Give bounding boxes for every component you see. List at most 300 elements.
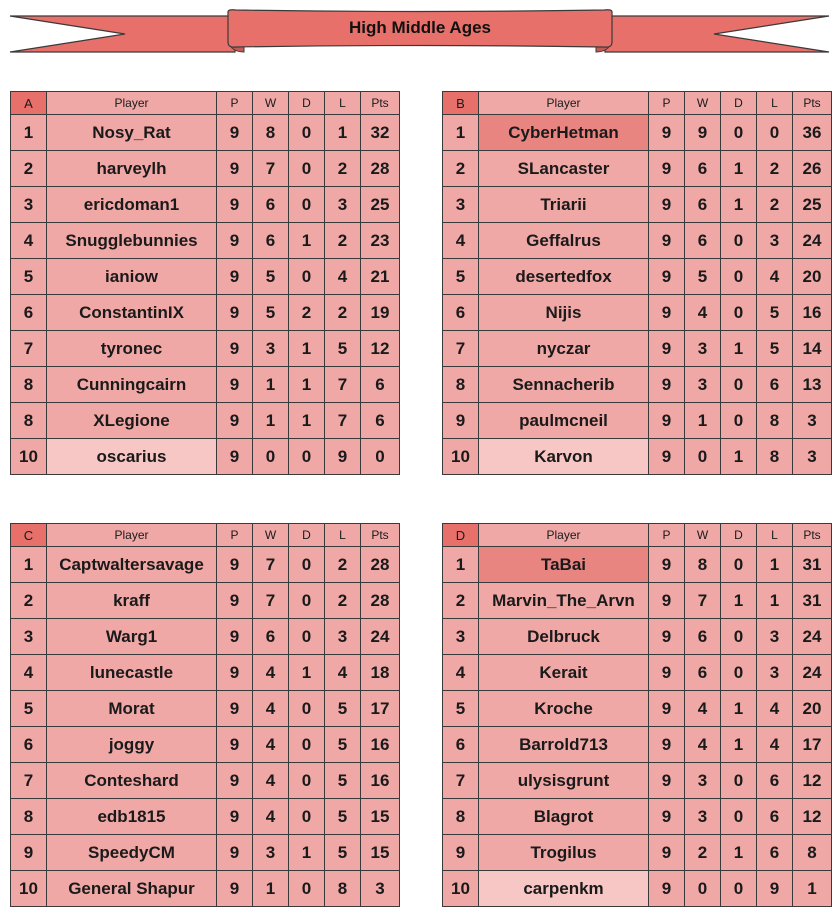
drawn-cell: 0 bbox=[289, 439, 325, 475]
player-name-cell: Geffalrus bbox=[479, 223, 649, 259]
lost-cell: 2 bbox=[325, 583, 361, 619]
points-cell: 12 bbox=[793, 799, 832, 835]
points-cell: 8 bbox=[793, 835, 832, 871]
table-row bbox=[11, 871, 400, 907]
table-row bbox=[11, 727, 400, 763]
points-cell: 3 bbox=[361, 871, 400, 907]
header-won: W bbox=[685, 524, 721, 547]
won-cell: 0 bbox=[685, 439, 721, 475]
group-letter: B bbox=[443, 92, 479, 115]
header-won: W bbox=[685, 92, 721, 115]
table-row bbox=[11, 331, 400, 367]
player-name-cell: Conteshard bbox=[47, 763, 217, 799]
table-header-row bbox=[443, 524, 832, 547]
played-cell: 9 bbox=[649, 187, 685, 223]
played-cell: 9 bbox=[217, 439, 253, 475]
played-cell: 9 bbox=[217, 259, 253, 295]
won-cell: 2 bbox=[685, 835, 721, 871]
position-cell: 2 bbox=[443, 151, 479, 187]
lost-cell: 2 bbox=[757, 187, 793, 223]
drawn-cell: 0 bbox=[721, 871, 757, 907]
played-cell: 9 bbox=[217, 655, 253, 691]
played-cell: 9 bbox=[217, 583, 253, 619]
player-name-cell: oscarius bbox=[47, 439, 217, 475]
lost-cell: 2 bbox=[325, 547, 361, 583]
table-row bbox=[443, 223, 832, 259]
drawn-cell: 1 bbox=[289, 367, 325, 403]
points-cell: 28 bbox=[361, 151, 400, 187]
table-row bbox=[11, 187, 400, 223]
table-row bbox=[443, 331, 832, 367]
played-cell: 9 bbox=[649, 403, 685, 439]
lost-cell: 9 bbox=[757, 871, 793, 907]
points-cell: 3 bbox=[793, 403, 832, 439]
group-d-table bbox=[442, 523, 832, 907]
position-cell: 6 bbox=[11, 295, 47, 331]
table-row bbox=[11, 691, 400, 727]
position-cell: 9 bbox=[443, 835, 479, 871]
player-name-cell: carpenkm bbox=[479, 871, 649, 907]
points-cell: 16 bbox=[793, 295, 832, 331]
played-cell: 9 bbox=[649, 583, 685, 619]
points-cell: 12 bbox=[793, 763, 832, 799]
table-row bbox=[443, 799, 832, 835]
lost-cell: 2 bbox=[325, 223, 361, 259]
points-cell: 15 bbox=[361, 799, 400, 835]
points-cell: 6 bbox=[361, 403, 400, 439]
won-cell: 1 bbox=[685, 403, 721, 439]
table-row bbox=[11, 367, 400, 403]
drawn-cell: 0 bbox=[721, 763, 757, 799]
table-row bbox=[11, 223, 400, 259]
player-name-cell: General Shapur bbox=[47, 871, 217, 907]
points-cell: 36 bbox=[793, 115, 832, 151]
header-points: Pts bbox=[793, 524, 832, 547]
points-cell: 28 bbox=[361, 547, 400, 583]
drawn-cell: 0 bbox=[289, 583, 325, 619]
lost-cell: 6 bbox=[757, 799, 793, 835]
player-name-cell: TaBai bbox=[479, 547, 649, 583]
won-cell: 4 bbox=[685, 727, 721, 763]
played-cell: 9 bbox=[649, 115, 685, 151]
position-cell: 1 bbox=[443, 547, 479, 583]
drawn-cell: 0 bbox=[289, 799, 325, 835]
drawn-cell: 0 bbox=[289, 727, 325, 763]
table-row bbox=[443, 439, 832, 475]
points-cell: 24 bbox=[793, 223, 832, 259]
played-cell: 9 bbox=[217, 331, 253, 367]
header-drawn: D bbox=[289, 92, 325, 115]
table-row bbox=[11, 799, 400, 835]
lost-cell: 0 bbox=[757, 115, 793, 151]
header-played: P bbox=[217, 524, 253, 547]
header-lost: L bbox=[757, 92, 793, 115]
position-cell: 2 bbox=[11, 151, 47, 187]
player-name-cell: Blagrot bbox=[479, 799, 649, 835]
header-lost: L bbox=[325, 92, 361, 115]
lost-cell: 4 bbox=[325, 259, 361, 295]
table-row bbox=[443, 727, 832, 763]
won-cell: 3 bbox=[253, 331, 289, 367]
header-player: Player bbox=[479, 524, 649, 547]
points-cell: 14 bbox=[793, 331, 832, 367]
player-name-cell: CyberHetman bbox=[479, 115, 649, 151]
played-cell: 9 bbox=[649, 295, 685, 331]
points-cell: 17 bbox=[361, 691, 400, 727]
played-cell: 9 bbox=[649, 367, 685, 403]
won-cell: 6 bbox=[685, 655, 721, 691]
position-cell: 7 bbox=[11, 331, 47, 367]
played-cell: 9 bbox=[649, 871, 685, 907]
table-row bbox=[11, 439, 400, 475]
header-points: Pts bbox=[793, 92, 832, 115]
drawn-cell: 1 bbox=[289, 655, 325, 691]
drawn-cell: 0 bbox=[289, 115, 325, 151]
drawn-cell: 1 bbox=[721, 583, 757, 619]
played-cell: 9 bbox=[649, 547, 685, 583]
played-cell: 9 bbox=[649, 763, 685, 799]
table-row bbox=[11, 547, 400, 583]
position-cell: 1 bbox=[11, 115, 47, 151]
player-name-cell: Snugglebunnies bbox=[47, 223, 217, 259]
points-cell: 24 bbox=[793, 655, 832, 691]
header-drawn: D bbox=[721, 92, 757, 115]
lost-cell: 2 bbox=[325, 151, 361, 187]
position-cell: 10 bbox=[11, 871, 47, 907]
won-cell: 5 bbox=[685, 259, 721, 295]
points-cell: 6 bbox=[361, 367, 400, 403]
table-row bbox=[443, 619, 832, 655]
table-row bbox=[443, 691, 832, 727]
table-row bbox=[443, 115, 832, 151]
won-cell: 3 bbox=[685, 367, 721, 403]
won-cell: 1 bbox=[253, 403, 289, 439]
position-cell: 3 bbox=[11, 619, 47, 655]
lost-cell: 5 bbox=[325, 799, 361, 835]
player-name-cell: Marvin_The_Arvn bbox=[479, 583, 649, 619]
player-name-cell: nyczar bbox=[479, 331, 649, 367]
played-cell: 9 bbox=[217, 151, 253, 187]
player-name-cell: ianiow bbox=[47, 259, 217, 295]
table-row bbox=[443, 259, 832, 295]
won-cell: 8 bbox=[253, 115, 289, 151]
played-cell: 9 bbox=[649, 259, 685, 295]
played-cell: 9 bbox=[649, 439, 685, 475]
drawn-cell: 0 bbox=[721, 259, 757, 295]
lost-cell: 5 bbox=[325, 691, 361, 727]
points-cell: 28 bbox=[361, 583, 400, 619]
table-row bbox=[443, 367, 832, 403]
drawn-cell: 0 bbox=[721, 619, 757, 655]
played-cell: 9 bbox=[649, 151, 685, 187]
points-cell: 0 bbox=[361, 439, 400, 475]
table-row bbox=[443, 763, 832, 799]
player-name-cell: harveylh bbox=[47, 151, 217, 187]
table-row bbox=[443, 871, 832, 907]
lost-cell: 5 bbox=[757, 331, 793, 367]
position-cell: 2 bbox=[443, 583, 479, 619]
won-cell: 4 bbox=[253, 691, 289, 727]
position-cell: 10 bbox=[11, 439, 47, 475]
won-cell: 3 bbox=[253, 835, 289, 871]
lost-cell: 5 bbox=[325, 727, 361, 763]
header-drawn: D bbox=[721, 524, 757, 547]
position-cell: 4 bbox=[443, 655, 479, 691]
table-header-row bbox=[11, 524, 400, 547]
played-cell: 9 bbox=[649, 223, 685, 259]
player-name-cell: kraff bbox=[47, 583, 217, 619]
drawn-cell: 1 bbox=[721, 439, 757, 475]
position-cell: 10 bbox=[443, 439, 479, 475]
won-cell: 4 bbox=[253, 763, 289, 799]
title-banner bbox=[0, 0, 839, 62]
position-cell: 7 bbox=[11, 763, 47, 799]
drawn-cell: 0 bbox=[721, 115, 757, 151]
lost-cell: 2 bbox=[757, 151, 793, 187]
player-name-cell: Delbruck bbox=[479, 619, 649, 655]
lost-cell: 5 bbox=[325, 835, 361, 871]
drawn-cell: 1 bbox=[721, 835, 757, 871]
drawn-cell: 0 bbox=[289, 547, 325, 583]
table-row bbox=[443, 151, 832, 187]
position-cell: 7 bbox=[443, 763, 479, 799]
drawn-cell: 1 bbox=[289, 331, 325, 367]
played-cell: 9 bbox=[649, 655, 685, 691]
drawn-cell: 2 bbox=[289, 295, 325, 331]
won-cell: 3 bbox=[685, 799, 721, 835]
position-cell: 5 bbox=[443, 259, 479, 295]
points-cell: 13 bbox=[793, 367, 832, 403]
table-row bbox=[443, 655, 832, 691]
lost-cell: 2 bbox=[325, 295, 361, 331]
points-cell: 26 bbox=[793, 151, 832, 187]
won-cell: 1 bbox=[253, 871, 289, 907]
points-cell: 31 bbox=[793, 583, 832, 619]
played-cell: 9 bbox=[217, 547, 253, 583]
played-cell: 9 bbox=[217, 223, 253, 259]
lost-cell: 3 bbox=[325, 187, 361, 223]
drawn-cell: 0 bbox=[721, 367, 757, 403]
position-cell: 3 bbox=[11, 187, 47, 223]
player-name-cell: Warg1 bbox=[47, 619, 217, 655]
lost-cell: 8 bbox=[757, 439, 793, 475]
won-cell: 9 bbox=[685, 115, 721, 151]
drawn-cell: 0 bbox=[721, 547, 757, 583]
table-row bbox=[443, 835, 832, 871]
points-cell: 20 bbox=[793, 691, 832, 727]
played-cell: 9 bbox=[217, 835, 253, 871]
won-cell: 1 bbox=[253, 367, 289, 403]
points-cell: 24 bbox=[361, 619, 400, 655]
player-name-cell: XLegione bbox=[47, 403, 217, 439]
won-cell: 5 bbox=[253, 295, 289, 331]
position-cell: 6 bbox=[443, 295, 479, 331]
won-cell: 0 bbox=[685, 871, 721, 907]
drawn-cell: 0 bbox=[289, 763, 325, 799]
lost-cell: 6 bbox=[757, 763, 793, 799]
won-cell: 6 bbox=[685, 619, 721, 655]
drawn-cell: 0 bbox=[289, 187, 325, 223]
header-won: W bbox=[253, 524, 289, 547]
player-name-cell: Karvon bbox=[479, 439, 649, 475]
lost-cell: 1 bbox=[757, 583, 793, 619]
player-name-cell: tyronec bbox=[47, 331, 217, 367]
table-row bbox=[443, 295, 832, 331]
player-name-cell: joggy bbox=[47, 727, 217, 763]
position-cell: 1 bbox=[443, 115, 479, 151]
drawn-cell: 1 bbox=[721, 151, 757, 187]
played-cell: 9 bbox=[217, 403, 253, 439]
group-b-table bbox=[442, 91, 832, 475]
banner-left-tail bbox=[10, 16, 235, 52]
won-cell: 4 bbox=[685, 295, 721, 331]
won-cell: 7 bbox=[253, 151, 289, 187]
group-a-table bbox=[10, 91, 400, 475]
drawn-cell: 0 bbox=[721, 655, 757, 691]
drawn-cell: 0 bbox=[289, 691, 325, 727]
player-name-cell: Nosy_Rat bbox=[47, 115, 217, 151]
played-cell: 9 bbox=[217, 619, 253, 655]
lost-cell: 9 bbox=[325, 439, 361, 475]
table-row bbox=[443, 403, 832, 439]
lost-cell: 7 bbox=[325, 367, 361, 403]
points-cell: 24 bbox=[793, 619, 832, 655]
drawn-cell: 0 bbox=[721, 223, 757, 259]
table-row bbox=[11, 619, 400, 655]
player-name-cell: Kerait bbox=[479, 655, 649, 691]
position-cell: 2 bbox=[11, 583, 47, 619]
drawn-cell: 1 bbox=[289, 223, 325, 259]
won-cell: 4 bbox=[685, 691, 721, 727]
header-lost: L bbox=[325, 524, 361, 547]
position-cell: 5 bbox=[443, 691, 479, 727]
player-name-cell: Nijis bbox=[479, 295, 649, 331]
drawn-cell: 0 bbox=[289, 871, 325, 907]
lost-cell: 4 bbox=[757, 691, 793, 727]
played-cell: 9 bbox=[649, 799, 685, 835]
position-cell: 6 bbox=[11, 727, 47, 763]
played-cell: 9 bbox=[217, 367, 253, 403]
position-cell: 8 bbox=[443, 367, 479, 403]
won-cell: 0 bbox=[253, 439, 289, 475]
position-cell: 5 bbox=[11, 691, 47, 727]
header-drawn: D bbox=[289, 524, 325, 547]
table-row bbox=[11, 835, 400, 871]
points-cell: 12 bbox=[361, 331, 400, 367]
header-player: Player bbox=[47, 92, 217, 115]
table-row bbox=[11, 151, 400, 187]
header-played: P bbox=[649, 92, 685, 115]
lost-cell: 4 bbox=[757, 727, 793, 763]
player-name-cell: paulmcneil bbox=[479, 403, 649, 439]
played-cell: 9 bbox=[217, 727, 253, 763]
player-name-cell: ConstantinIX bbox=[47, 295, 217, 331]
won-cell: 7 bbox=[253, 547, 289, 583]
position-cell: 9 bbox=[11, 835, 47, 871]
header-points: Pts bbox=[361, 92, 400, 115]
lost-cell: 3 bbox=[325, 619, 361, 655]
header-points: Pts bbox=[361, 524, 400, 547]
position-cell: 4 bbox=[443, 223, 479, 259]
lost-cell: 6 bbox=[757, 367, 793, 403]
position-cell: 4 bbox=[11, 655, 47, 691]
header-played: P bbox=[649, 524, 685, 547]
drawn-cell: 0 bbox=[289, 259, 325, 295]
lost-cell: 5 bbox=[757, 295, 793, 331]
player-name-cell: edb1815 bbox=[47, 799, 217, 835]
lost-cell: 1 bbox=[757, 547, 793, 583]
lost-cell: 3 bbox=[757, 655, 793, 691]
drawn-cell: 1 bbox=[721, 331, 757, 367]
won-cell: 8 bbox=[685, 547, 721, 583]
player-name-cell: Sennacherib bbox=[479, 367, 649, 403]
position-cell: 8 bbox=[11, 403, 47, 439]
player-name-cell: desertedfox bbox=[479, 259, 649, 295]
group-c-table bbox=[10, 523, 400, 907]
player-name-cell: Morat bbox=[47, 691, 217, 727]
drawn-cell: 0 bbox=[721, 295, 757, 331]
player-name-cell: SLancaster bbox=[479, 151, 649, 187]
won-cell: 7 bbox=[253, 583, 289, 619]
table-row bbox=[11, 583, 400, 619]
header-won: W bbox=[253, 92, 289, 115]
lost-cell: 3 bbox=[757, 619, 793, 655]
lost-cell: 3 bbox=[757, 223, 793, 259]
table-row bbox=[11, 763, 400, 799]
won-cell: 4 bbox=[253, 727, 289, 763]
won-cell: 6 bbox=[685, 151, 721, 187]
played-cell: 9 bbox=[217, 115, 253, 151]
won-cell: 6 bbox=[253, 619, 289, 655]
table-row bbox=[11, 115, 400, 151]
won-cell: 4 bbox=[253, 655, 289, 691]
lost-cell: 8 bbox=[757, 403, 793, 439]
player-name-cell: ulysisgrunt bbox=[479, 763, 649, 799]
drawn-cell: 1 bbox=[289, 403, 325, 439]
player-name-cell: Barrold713 bbox=[479, 727, 649, 763]
won-cell: 3 bbox=[685, 763, 721, 799]
lost-cell: 8 bbox=[325, 871, 361, 907]
lost-cell: 1 bbox=[325, 115, 361, 151]
position-cell: 3 bbox=[443, 187, 479, 223]
player-name-cell: Captwaltersavage bbox=[47, 547, 217, 583]
won-cell: 6 bbox=[253, 223, 289, 259]
drawn-cell: 0 bbox=[289, 151, 325, 187]
position-cell: 6 bbox=[443, 727, 479, 763]
lost-cell: 6 bbox=[757, 835, 793, 871]
position-cell: 8 bbox=[443, 799, 479, 835]
table-row bbox=[11, 403, 400, 439]
table-row bbox=[11, 259, 400, 295]
group-letter: C bbox=[11, 524, 47, 547]
position-cell: 9 bbox=[443, 403, 479, 439]
lost-cell: 5 bbox=[325, 763, 361, 799]
lost-cell: 4 bbox=[325, 655, 361, 691]
points-cell: 18 bbox=[361, 655, 400, 691]
played-cell: 9 bbox=[649, 331, 685, 367]
drawn-cell: 0 bbox=[289, 619, 325, 655]
banner-right-tail bbox=[605, 16, 829, 52]
won-cell: 3 bbox=[685, 331, 721, 367]
points-cell: 1 bbox=[793, 871, 832, 907]
points-cell: 21 bbox=[361, 259, 400, 295]
drawn-cell: 1 bbox=[721, 727, 757, 763]
points-cell: 15 bbox=[361, 835, 400, 871]
position-cell: 4 bbox=[11, 223, 47, 259]
table-header-row bbox=[11, 92, 400, 115]
points-cell: 31 bbox=[793, 547, 832, 583]
header-played: P bbox=[217, 92, 253, 115]
